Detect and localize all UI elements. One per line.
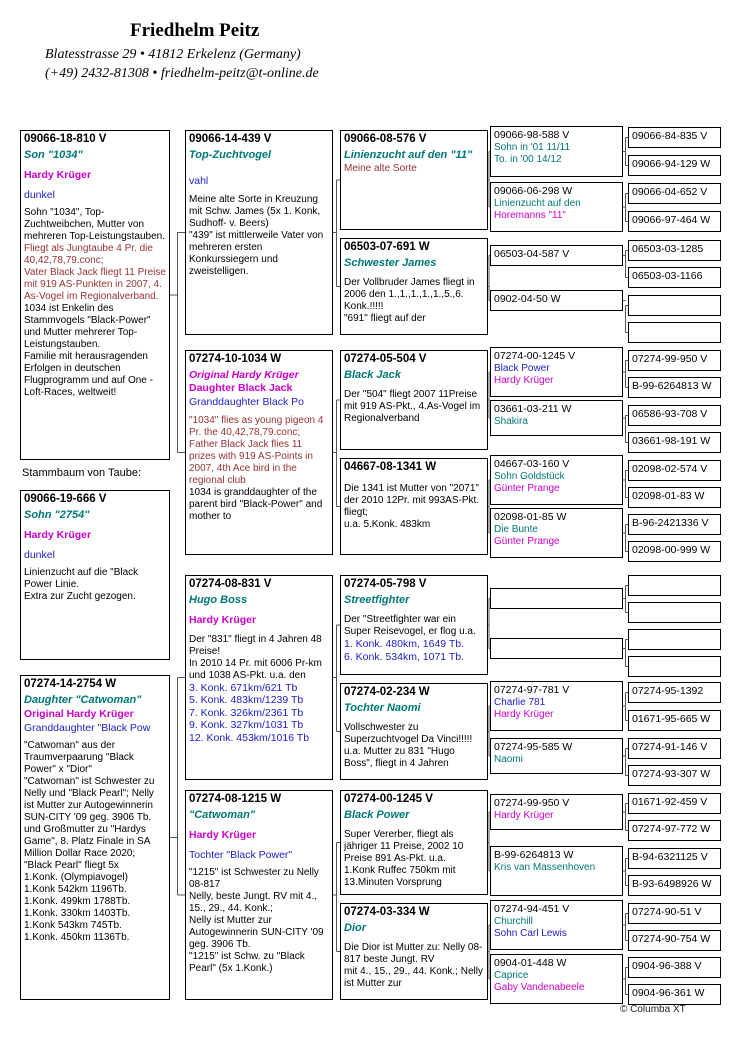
pigeon-name: Naomi: [494, 753, 523, 765]
info-line: 5. Konk. 483km/1239 Tb: [189, 694, 304, 707]
pedigree-box-c49: [490, 588, 623, 609]
ring-number: B-99-6264813 W: [632, 380, 712, 392]
note-line: Sohn "1034", Top-Zuchtweibchen, Mutter von mehreren Top-Leistungstauben.: [24, 207, 166, 243]
pedigree-box-d12: [628, 432, 721, 453]
pedigree-box-d23: [628, 738, 721, 759]
pigeon-name: "Catwoman": [189, 808, 256, 821]
pedigree-label: Stammbaum von Taube:: [22, 467, 142, 479]
pedigree-box-c413: [490, 794, 623, 830]
ring-number: 03661-03-211 W: [494, 403, 572, 415]
breeder-name: Hardy Krüger: [189, 613, 257, 626]
pedigree-box-d8: [628, 322, 721, 343]
pigeon-name: Shakira: [494, 415, 528, 427]
info-line: Granddaughter Black Po: [189, 395, 304, 408]
owner-name: Friedhelm Peitz: [130, 20, 260, 41]
ring-number: 09066-04-652 V: [632, 186, 708, 198]
note-line: Meine alte Sorte in Kreuzung mit Schw. James (5x 1. Konk, Sudhoff- v. Beers): [189, 193, 321, 229]
breeder-name: Hardy Krüger: [494, 809, 554, 821]
ring-number: 02098-01-85 W: [494, 511, 567, 523]
ring-number: 07274-90-754 W: [632, 933, 711, 945]
pedigree-box-c412: [490, 738, 623, 774]
note-line: In 2010 14 Pr. mit 6006 Pr-km und 1038 AS-Pkt. u.a. den: [189, 657, 322, 681]
ring-number: 04667-08-1341 W: [344, 461, 437, 473]
pedigree-box-c416: [490, 954, 623, 1004]
ring-number: 07274-95-1392: [632, 685, 704, 697]
ring-number: 07274-10-1034 W: [189, 353, 282, 365]
pedigree-box-c43: [490, 245, 623, 266]
note-line: Fliegt als Jungtaube 4 Pr. die 40,42,78,79.conc;: [24, 243, 153, 267]
info-line: Black Power: [494, 362, 550, 374]
owner-address: Blatesstrasse 29 • 41812 Erkelenz (Germany): [45, 47, 301, 62]
note-line: u.a. Mutter zu 831 "Hugo Boss", fliegt in 4 Jahren: [344, 745, 455, 769]
pedigree-box-d24: [628, 765, 721, 786]
pigeon-name: To. in '00 14/12: [494, 153, 562, 165]
pedigree-box-b810: [20, 130, 170, 460]
pedigree-box-d31: [628, 957, 721, 978]
ring-number: 07274-05-504 V: [344, 353, 427, 365]
pedigree-box-c48: [490, 508, 623, 558]
pedigree-box-d16: [628, 541, 721, 562]
info-line: dunkel: [24, 548, 55, 561]
ring-number: 07274-08-831 V: [189, 578, 272, 590]
ring-number: 09066-97-464 W: [632, 214, 711, 226]
pedigree-box-d14: [628, 487, 721, 508]
pigeon-name: Sohn in '01 11/11: [494, 141, 571, 153]
ring-number: 07274-99-950 V: [632, 353, 708, 365]
ring-number: 07274-97-781 V: [494, 684, 570, 696]
pigeon-name: Hugo Boss: [189, 593, 248, 606]
pedigree-box-c47: [490, 455, 623, 505]
info-line: 7. Konk. 326km/2361 Tb: [189, 706, 304, 719]
note-line: u.a. 5.Konk. 483km: [344, 518, 431, 530]
pigeon-name: Streetfighter: [344, 593, 410, 606]
breeder-name: Daughter Black Jack: [189, 382, 293, 395]
ring-number: 07274-14-2754 W: [24, 678, 117, 690]
info-line: Sohn Carl Lewis: [494, 927, 567, 939]
note-line: "1215" ist Schwester zu Nelly 08-817: [189, 867, 319, 891]
ring-number: 07274-00-1245 V: [494, 350, 576, 362]
ring-number: B-96-2421336 V: [632, 517, 709, 529]
breeder-name: Hardy Krüger: [24, 168, 92, 181]
pedigree-box-c46: [490, 400, 623, 436]
pedigree-box-d10: [628, 377, 721, 398]
pedigree-box-d21: [628, 682, 721, 703]
note-line: 1.Konk 542km 1196Tb.: [24, 884, 127, 896]
ring-number: 01671-95-665 W: [632, 713, 711, 725]
pedigree-box-c414: [490, 846, 623, 896]
pedigree-box-b439: [185, 130, 333, 335]
info-line: Charlie 781: [494, 696, 546, 708]
info-line: Tochter "Black Power": [189, 848, 293, 861]
note-line: "Catwoman" ist Schwester zu Nelly und "Black Pearl"; Nelly ist Mutter zur Autogewinnerin SUN-CITY '09 geg. 3906 Tb. und Großmutter zu "Hardys Game", 8. Platz Finale in SA Million Dollar Race 2020;: [24, 776, 155, 860]
ring-number: B-93-6498926 W: [632, 878, 712, 890]
pedigree-box-d5: [628, 240, 721, 261]
ring-number: 0904-01-448 W: [494, 957, 567, 969]
pigeon-name: Kris van Massenhoven: [494, 861, 596, 873]
pedigree-box-d19: [628, 629, 721, 650]
note-line: "Catwoman" aus der Traumverpaarung "Black Power" x "Dior": [24, 740, 134, 776]
pigeon-name: Sohn Goldstück: [494, 470, 565, 482]
note-line: Der "Streetfighter war ein Super Reisevogel, er flog u.a.: [344, 613, 476, 637]
ring-number: 0904-96-361 W: [632, 987, 705, 999]
pedigree-box-d17: [628, 575, 721, 596]
pedigree-box-b504: [340, 350, 488, 450]
pedigree-box-d13: [628, 460, 721, 481]
pigeon-name: Dior: [344, 921, 366, 934]
ring-number: 06503-07-691 W: [344, 241, 430, 253]
ring-number: 07274-05-798 V: [344, 578, 427, 590]
note-line: Vater Black Jack fliegt 11 Preise mit 919 AS-Punkten in 2007, 4. As-Vogel im Regionalverband.: [24, 267, 166, 303]
pigeon-name: Sohn "2754": [24, 508, 90, 521]
pedigree-box-d32: [628, 984, 721, 1005]
pigeon-name: Daughter "Catwoman": [24, 693, 142, 706]
breeder-name: Original Hardy Krüger: [24, 707, 134, 720]
ring-number: B-94-6321125 V: [632, 851, 708, 863]
pigeon-name: Son "1034": [24, 148, 83, 161]
pedigree-box-d26: [628, 820, 721, 841]
pigeon-name: Schwester James: [344, 256, 437, 269]
pedigree-box-d15: [628, 514, 721, 535]
ring-number: 06503-03-1285: [632, 243, 704, 255]
pedigree-box-b831: [185, 575, 333, 780]
pedigree-box-c410: [490, 638, 623, 659]
pedigree-box-d3: [628, 183, 721, 204]
note-line: "691" fliegt auf der: [344, 312, 426, 324]
note-line: Extra zur Zucht gezogen.: [24, 591, 136, 603]
pedigree-box-d30: [628, 930, 721, 951]
note-line: mit 4., 15., 29., 44. Konk.; Nelly ist Mutter zur: [344, 965, 483, 989]
ring-number: 06503-03-1166: [632, 270, 703, 282]
note-line: Super Vererber, fliegt als jähriger 11 Preise, 2002 10 Preise 891 As-Pkt. u.a.: [344, 828, 464, 864]
pedigree-box-d11: [628, 405, 721, 426]
ring-number: 07274-97-772 W: [632, 823, 711, 835]
pedigree-box-d27: [628, 848, 721, 869]
note-line: "1215" ist Schw. zu "Black Pearl" (5x 1.Konk.): [189, 951, 305, 975]
info-line: 1. Konk. 480km, 1649 Tb.: [344, 637, 465, 650]
breeder-name: Günter Prange: [494, 482, 560, 494]
pedigree-box-b691: [340, 238, 488, 335]
breeder-name: Horemanns "11": [494, 209, 566, 221]
pigeon-name: Churchill: [494, 915, 533, 927]
ring-number: 09066-98-588 V: [494, 129, 570, 141]
pedigree-box-b1341: [340, 458, 488, 555]
note-line: 1034 is granddaughter of the parent bird "Black-Power" and mother to: [189, 486, 323, 522]
note-line: Die Dior ist Mutter zu: Nelly 08-817 beste Jungt. RV: [344, 941, 483, 965]
pedigree-box-b576: [340, 130, 488, 230]
ring-number: 07274-90-51 V: [632, 906, 702, 918]
pigeon-name: Die Bunte: [494, 523, 538, 535]
pigeon-name: Tochter Naomi: [344, 701, 421, 714]
note-line: Nelly, beste Jungt. RV mit 4., 15., 29., 44. Konk.;: [189, 891, 318, 915]
pigeon-name: Top-Zuchtvogel: [189, 148, 272, 161]
pedigree-box-c45: [490, 347, 623, 397]
breeder-name: Gaby Vandenabeele: [494, 981, 585, 993]
pigeon-name: Linienzucht auf den: [494, 197, 581, 209]
pedigree-box-b1215: [185, 790, 333, 1000]
pedigree-box-b1245: [340, 790, 488, 895]
ring-number: 02098-02-574 V: [632, 463, 708, 475]
note-line: Der "831" fliegt in 4 Jahren 48 Preise!: [189, 633, 322, 657]
pedigree-box-b234: [340, 683, 488, 780]
note-line: 1034 ist Enkelin des Stammvogels "Black-Power" und Mutter mehrerer Top-Leistungstauben.: [24, 303, 151, 351]
ring-number: 07274-08-1215 W: [189, 793, 282, 805]
ring-number: 07274-99-950 V: [494, 797, 570, 809]
ring-number: 07274-95-585 W: [494, 741, 573, 753]
note-line: Father Black Jack flies 11 prizes with 919 AS-Points in 2007, 4th Ace bird in the regional club: [189, 438, 313, 486]
note-line: Familie mit herausragenden Erfolgen in deutschen Flugprogramm und auf One -Loft-Races, weltweit!: [24, 351, 153, 399]
ring-number: 07274-02-234 W: [344, 686, 430, 698]
ring-number: 09066-08-576 V: [344, 133, 427, 145]
note-line: 1.Konk. 330km 1403Tb.: [24, 908, 131, 920]
info-line: dunkel: [24, 188, 55, 201]
pedigree-box-d9: [628, 350, 721, 371]
note-line: 1.Konk. 450km 1136Tb.: [24, 932, 130, 944]
pedigree-box-c411: [490, 681, 623, 731]
ring-number: 09066-06-298 W: [494, 185, 573, 197]
info-line: 3. Konk. 671km/621 Tb: [189, 681, 298, 694]
note-line: "Black Pearl" fliegt 5x: [24, 860, 119, 872]
pedigree-box-c44: [490, 290, 623, 311]
ring-number: 07274-94-451 V: [494, 903, 570, 915]
note-line: "439" ist mittlerweile Vater von mehreren ersten Konkurssiegern und zweistelligen.: [189, 229, 324, 277]
pedigree-box-d25: [628, 793, 721, 814]
ring-number: 09066-84-835 V: [632, 130, 708, 142]
pedigree-box-d4: [628, 211, 721, 232]
ring-number: 0904-96-388 V: [632, 960, 702, 972]
ring-number: 02098-00-999 W: [632, 544, 711, 556]
note-line: Der "504" fliegt 2007 11Preise mit 919 AS-Pkt., 4.As-Vogel im Regionalverband: [344, 388, 481, 424]
breeder-name: Original Hardy Krüger: [189, 368, 299, 381]
ring-number: B-99-6264813 W: [494, 849, 574, 861]
pigeon-name: Black Jack: [344, 368, 401, 381]
pedigree-box-d1: [628, 127, 721, 148]
breeder-name: Hardy Krüger: [189, 828, 257, 841]
owner-contact: (+49) 2432-81308 • friedhelm-peitz@t-online.de: [45, 66, 319, 81]
pigeon-name: Black Power: [344, 808, 410, 821]
breeder-name: Hardy Krüger: [24, 528, 92, 541]
note-line: 1.Konk 543km 745Tb.: [24, 920, 122, 932]
note-line: Vollschwester zu Superzuchtvogel Da Vinci!!!!!: [344, 721, 473, 745]
note-line: 1.Konk. (Olympiavogel): [24, 872, 128, 884]
pedigree-box-d29: [628, 903, 721, 924]
pedigree-box-b2754: [20, 675, 170, 1000]
ring-number: 09066-18-810 V: [24, 133, 107, 145]
ring-number: 07274-93-307 W: [632, 768, 711, 780]
note-line: Die 1341 ist Mutter von "2071" der 2010 12Pr. mit 993AS-Pkt. fliegt;: [344, 482, 480, 518]
pedigree-box-c42: [490, 182, 623, 232]
ring-number: 07274-03-334 W: [344, 906, 430, 918]
pedigree-box-d7: [628, 295, 721, 316]
pigeon-name: Caprice: [494, 969, 529, 981]
copyright: © Columba XT: [620, 1004, 686, 1015]
pedigree-box-c415: [490, 900, 623, 950]
ring-number: 06503-04-587 V: [494, 248, 570, 260]
pedigree-box-b334: [340, 903, 488, 1000]
ring-number: 0902-04-50 W: [494, 293, 561, 305]
ring-number: 06586-93-708 V: [632, 408, 708, 420]
pedigree-box-d2: [628, 155, 721, 176]
note-line: Nelly ist Mutter zur Autogewinnerin SUN-CITY '09 geg. 3906 Tb.: [189, 915, 324, 951]
breeder-name: Hardy Krüger: [494, 374, 554, 386]
info-line: 12. Konk. 453km/1016 Tb: [189, 731, 310, 744]
ring-number: 02098-01-83 W: [632, 490, 705, 502]
note-line: Linienzucht auf die "Black Power Linie.: [24, 567, 139, 591]
pedigree-box-b1034: [185, 350, 333, 555]
info-line: vahl: [189, 174, 209, 187]
note-line: 1.Konk Ruffec 750km mit 13.Minuten Vorsprung: [344, 864, 456, 888]
note-line: "1034" flies as young pigeon 4 Pr. the 40,42,78,79.conc;: [189, 414, 324, 438]
ring-number: 04667-03-160 V: [494, 458, 570, 470]
info-line: Granddaughter "Black Pow: [24, 721, 151, 734]
breeder-name: Günter Prange: [494, 535, 560, 547]
ring-number: 09066-94-129 W: [632, 158, 711, 170]
ring-number: 07274-00-1245 V: [344, 793, 433, 805]
pedigree-box-b798: [340, 575, 488, 675]
note-line: Meine alte Sorte: [344, 162, 417, 174]
note-line: Der Vollbruder James fliegt in 2006 den 1.,1.,1.,1.,1.,5.,6. Konk.!!!!!: [344, 276, 475, 312]
pedigree-box-d6: [628, 267, 721, 288]
note-line: 1.Konk. 499km 1788Tb.: [24, 896, 131, 908]
breeder-name: Hardy Krüger: [494, 708, 554, 720]
pedigree-box-b666: [20, 490, 170, 660]
pedigree-box-c41: [490, 126, 623, 177]
pedigree-box-d22: [628, 710, 721, 731]
ring-number: 01671-92-459 V: [632, 796, 708, 808]
ring-number: 09066-14-439 V: [189, 133, 272, 145]
pedigree-box-d18: [628, 602, 721, 623]
info-line: 6. Konk. 534km, 1071 Tb.: [344, 650, 465, 663]
ring-number: 09066-19-666 V: [24, 493, 107, 505]
ring-number: 07274-91-146 V: [632, 741, 708, 753]
pigeon-name: Linienzucht auf den "11": [344, 148, 473, 161]
pedigree-box-d20: [628, 656, 721, 677]
pedigree-box-d28: [628, 875, 721, 896]
info-line: 9. Konk. 327km/1031 Tb: [189, 719, 304, 732]
ring-number: 03661-98-191 W: [632, 435, 711, 447]
